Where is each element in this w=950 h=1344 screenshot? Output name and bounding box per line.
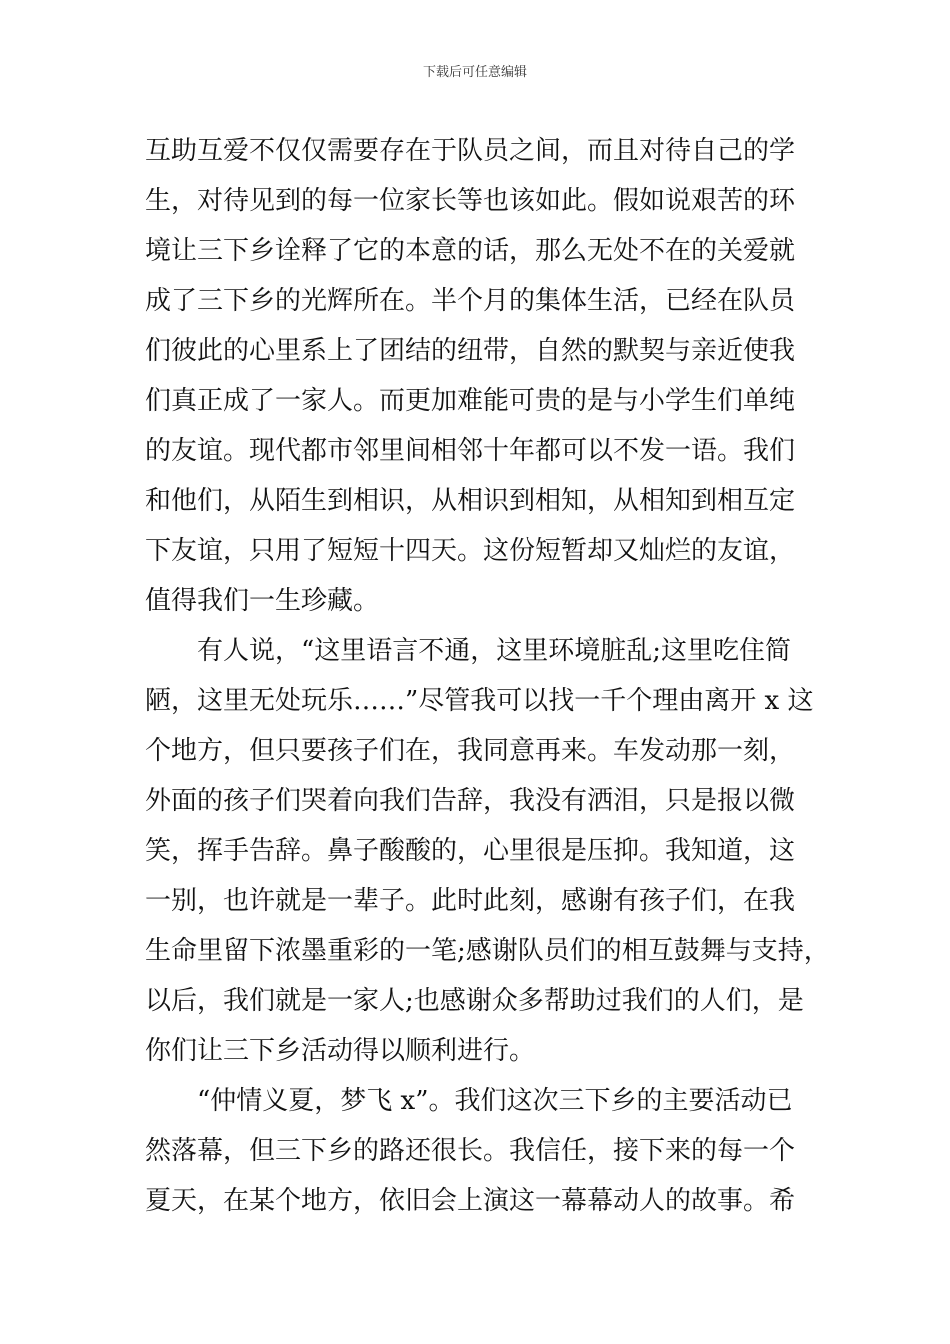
text-line: 陋，这里无处玩乐……”尽管我可以找一千个理由离开 x 这 bbox=[145, 686, 814, 716]
paragraph-2 bbox=[145, 626, 830, 1076]
text-line: 们真正成了一家人。而更加难能可贵的是与小学生们单纯 bbox=[145, 386, 796, 416]
text-line: 然落幕，但三下乡的路还很长。我信任，接下来的每一个 bbox=[145, 1136, 796, 1166]
text-line: 们彼此的心里系上了团结的纽带，自然的默契与亲近使我 bbox=[145, 336, 796, 366]
text-line: 以后，我们就是一家人;也感谢众多帮助过我们的人们，是 bbox=[145, 986, 804, 1016]
text-line: “仲情义夏，梦飞 x”。我们这次三下乡的主要活动已 bbox=[197, 1086, 793, 1116]
text-line: 夏天，在某个地方，依旧会上演这一幕幕动人的故事。希 bbox=[145, 1186, 796, 1216]
text-line: 你们让三下乡活动得以顺利进行。 bbox=[145, 1036, 536, 1066]
page-header: 下载后可任意编辑 bbox=[422, 65, 527, 80]
text-line: 外面的孩子们哭着向我们告辞，我没有洒泪，只是报以微 bbox=[145, 786, 796, 816]
text-line: 个地方，但只要孩子们在，我同意再来。车发动那一刻， bbox=[145, 736, 796, 766]
text-line: 互助互爱不仅仅需要存在于队员之间，而且对待自己的学 bbox=[145, 136, 796, 166]
paragraph-3 bbox=[145, 1076, 825, 1226]
text-line: 成了三下乡的光辉所在。半个月的集体生活，已经在队员 bbox=[145, 286, 796, 316]
text-line: 和他们，从陌生到相识，从相识到相知，从相知到相互定 bbox=[145, 486, 796, 516]
paragraph-1 bbox=[145, 126, 825, 626]
body-text bbox=[145, 126, 830, 1226]
text-line: 生命里留下浓墨重彩的一笔;感谢队员们的相互鼓舞与支持， bbox=[145, 936, 830, 966]
text-line: 境让三下乡诠释了它的本意的话，那么无处不在的关爱就 bbox=[145, 236, 796, 266]
text-line: 的友谊。现代都市邻里间相邻十年都可以不发一语。我们 bbox=[145, 436, 796, 466]
text-line: 生，对待见到的每一位家长等也该如此。假如说艰苦的环 bbox=[145, 186, 796, 216]
text-line: 值得我们一生珍藏。 bbox=[145, 586, 380, 616]
text-line: 下友谊，只用了短短十四天。这份短暂却又灿烂的友谊， bbox=[145, 536, 796, 566]
text-line: 有人说，“这里语言不通，这里环境脏乱;这里吃住简 bbox=[197, 636, 792, 666]
text-line: 笑，挥手告辞。鼻子酸酸的，心里很是压抑。我知道，这 bbox=[145, 836, 796, 866]
text-line: 一别，也许就是一辈子。此时此刻，感谢有孩子们，在我 bbox=[145, 886, 796, 916]
